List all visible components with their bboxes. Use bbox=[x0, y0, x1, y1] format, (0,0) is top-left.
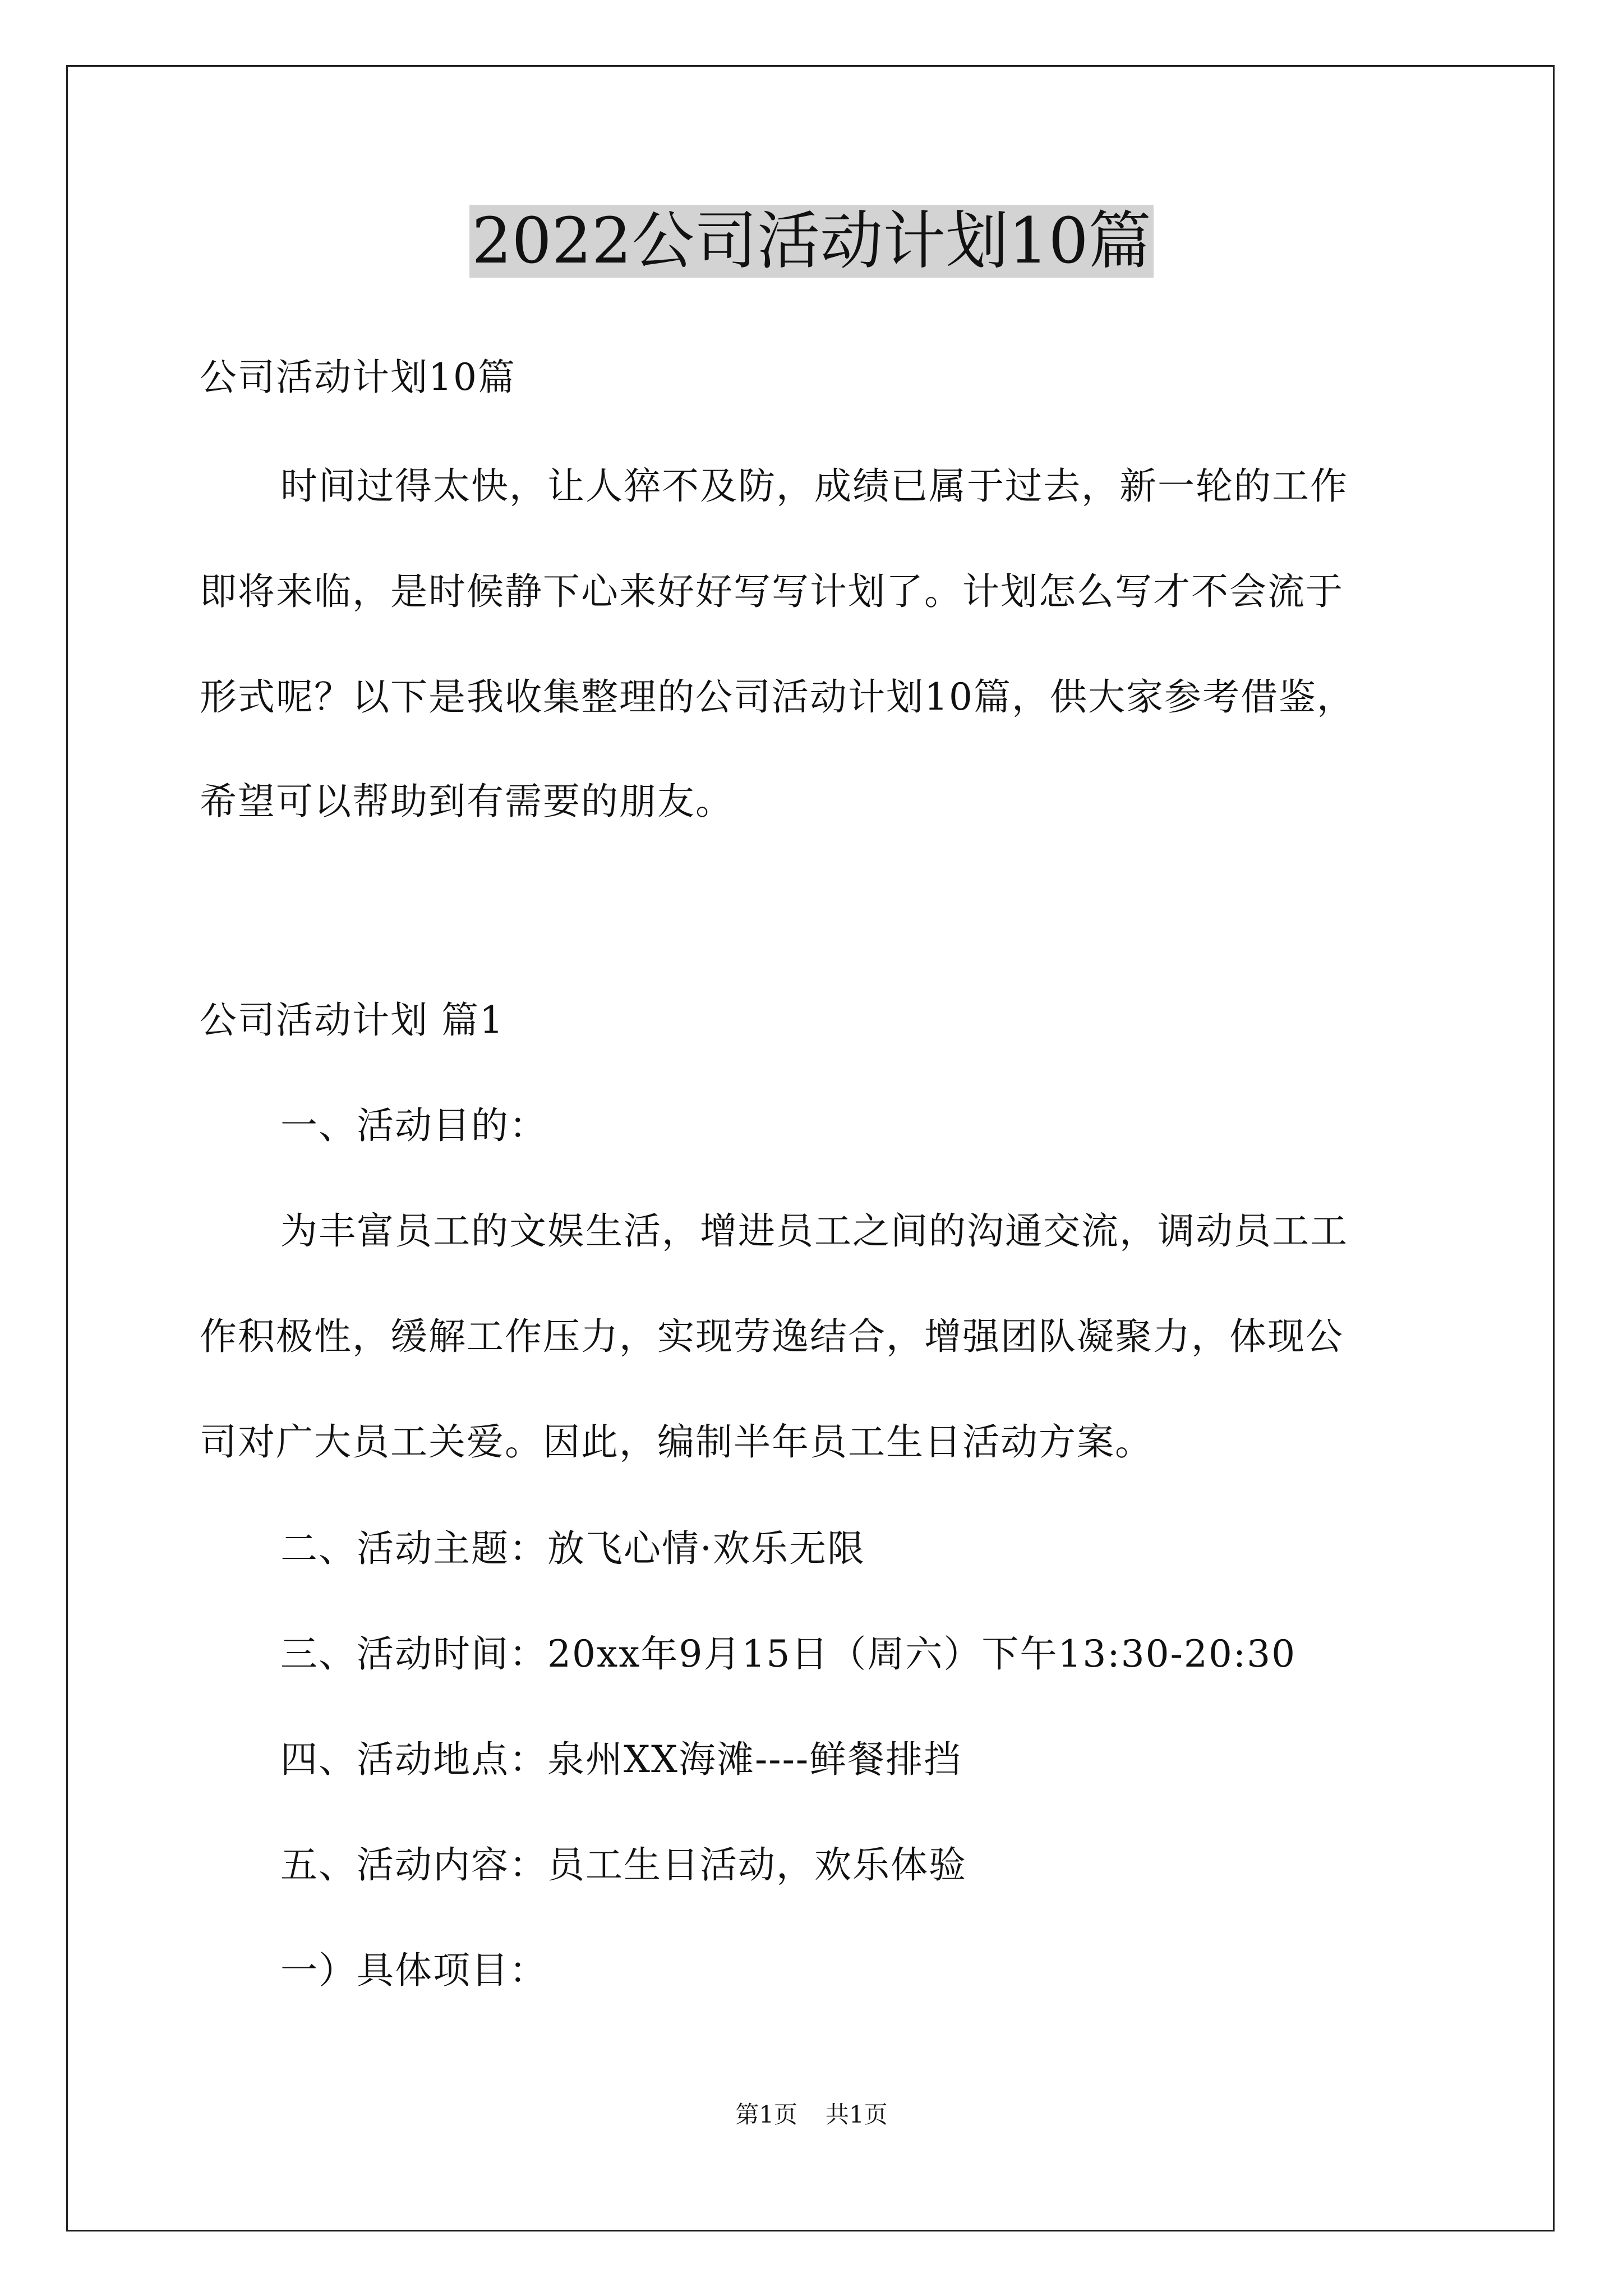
purpose-line-2: 作积极性，缓解工作压力，实现劳逸结合，增强团队凝聚力，体现公 bbox=[200, 1315, 1344, 1358]
location-line: 四、活动地点：泉州XX海滩----鲜餐排挡 bbox=[280, 1738, 962, 1781]
page-footer bbox=[0, 2098, 1623, 2132]
intro-line-3: 形式呢？以下是我收集整理的公司活动计划10篇，供大家参考借鉴， bbox=[200, 675, 1355, 719]
purpose-line-3: 司对广大员工关爱。因此，编制半年员工生日活动方案。 bbox=[200, 1420, 1153, 1464]
section-heading: 公司活动计划 篇1 bbox=[200, 999, 504, 1042]
purpose-line-1: 为丰富员工的文娱生活，增进员工之间的沟通交流，调动员工工 bbox=[280, 1209, 1348, 1253]
intro-line-4: 希望可以帮助到有需要的朋友。 bbox=[200, 780, 734, 823]
document-title bbox=[0, 202, 1623, 280]
items-heading: 一）具体项目： bbox=[280, 1949, 547, 1992]
theme-line: 二、活动主题：放飞心情·欢乐无限 bbox=[280, 1527, 865, 1570]
document-subtitle: 公司活动计划10篇 bbox=[200, 356, 516, 399]
time-line: 三、活动时间：20xx年9月15日（周六）下午13:30-20:30 bbox=[280, 1632, 1297, 1676]
intro-line-1: 时间过得太快，让人猝不及防，成绩已属于过去，新一轮的工作 bbox=[280, 464, 1348, 508]
document-title-text: 2022公司活动计划10篇 bbox=[469, 205, 1154, 278]
page-number-current: 第1页 bbox=[735, 2101, 797, 2128]
content-line: 五、活动内容：员工生日活动，欢乐体验 bbox=[280, 1843, 967, 1887]
purpose-heading: 一、活动目的： bbox=[280, 1104, 547, 1147]
intro-line-2: 即将来临，是时候静下心来好好写写计划了。计划怎么写才不会流于 bbox=[200, 570, 1344, 613]
page-number-total: 共1页 bbox=[826, 2101, 888, 2128]
